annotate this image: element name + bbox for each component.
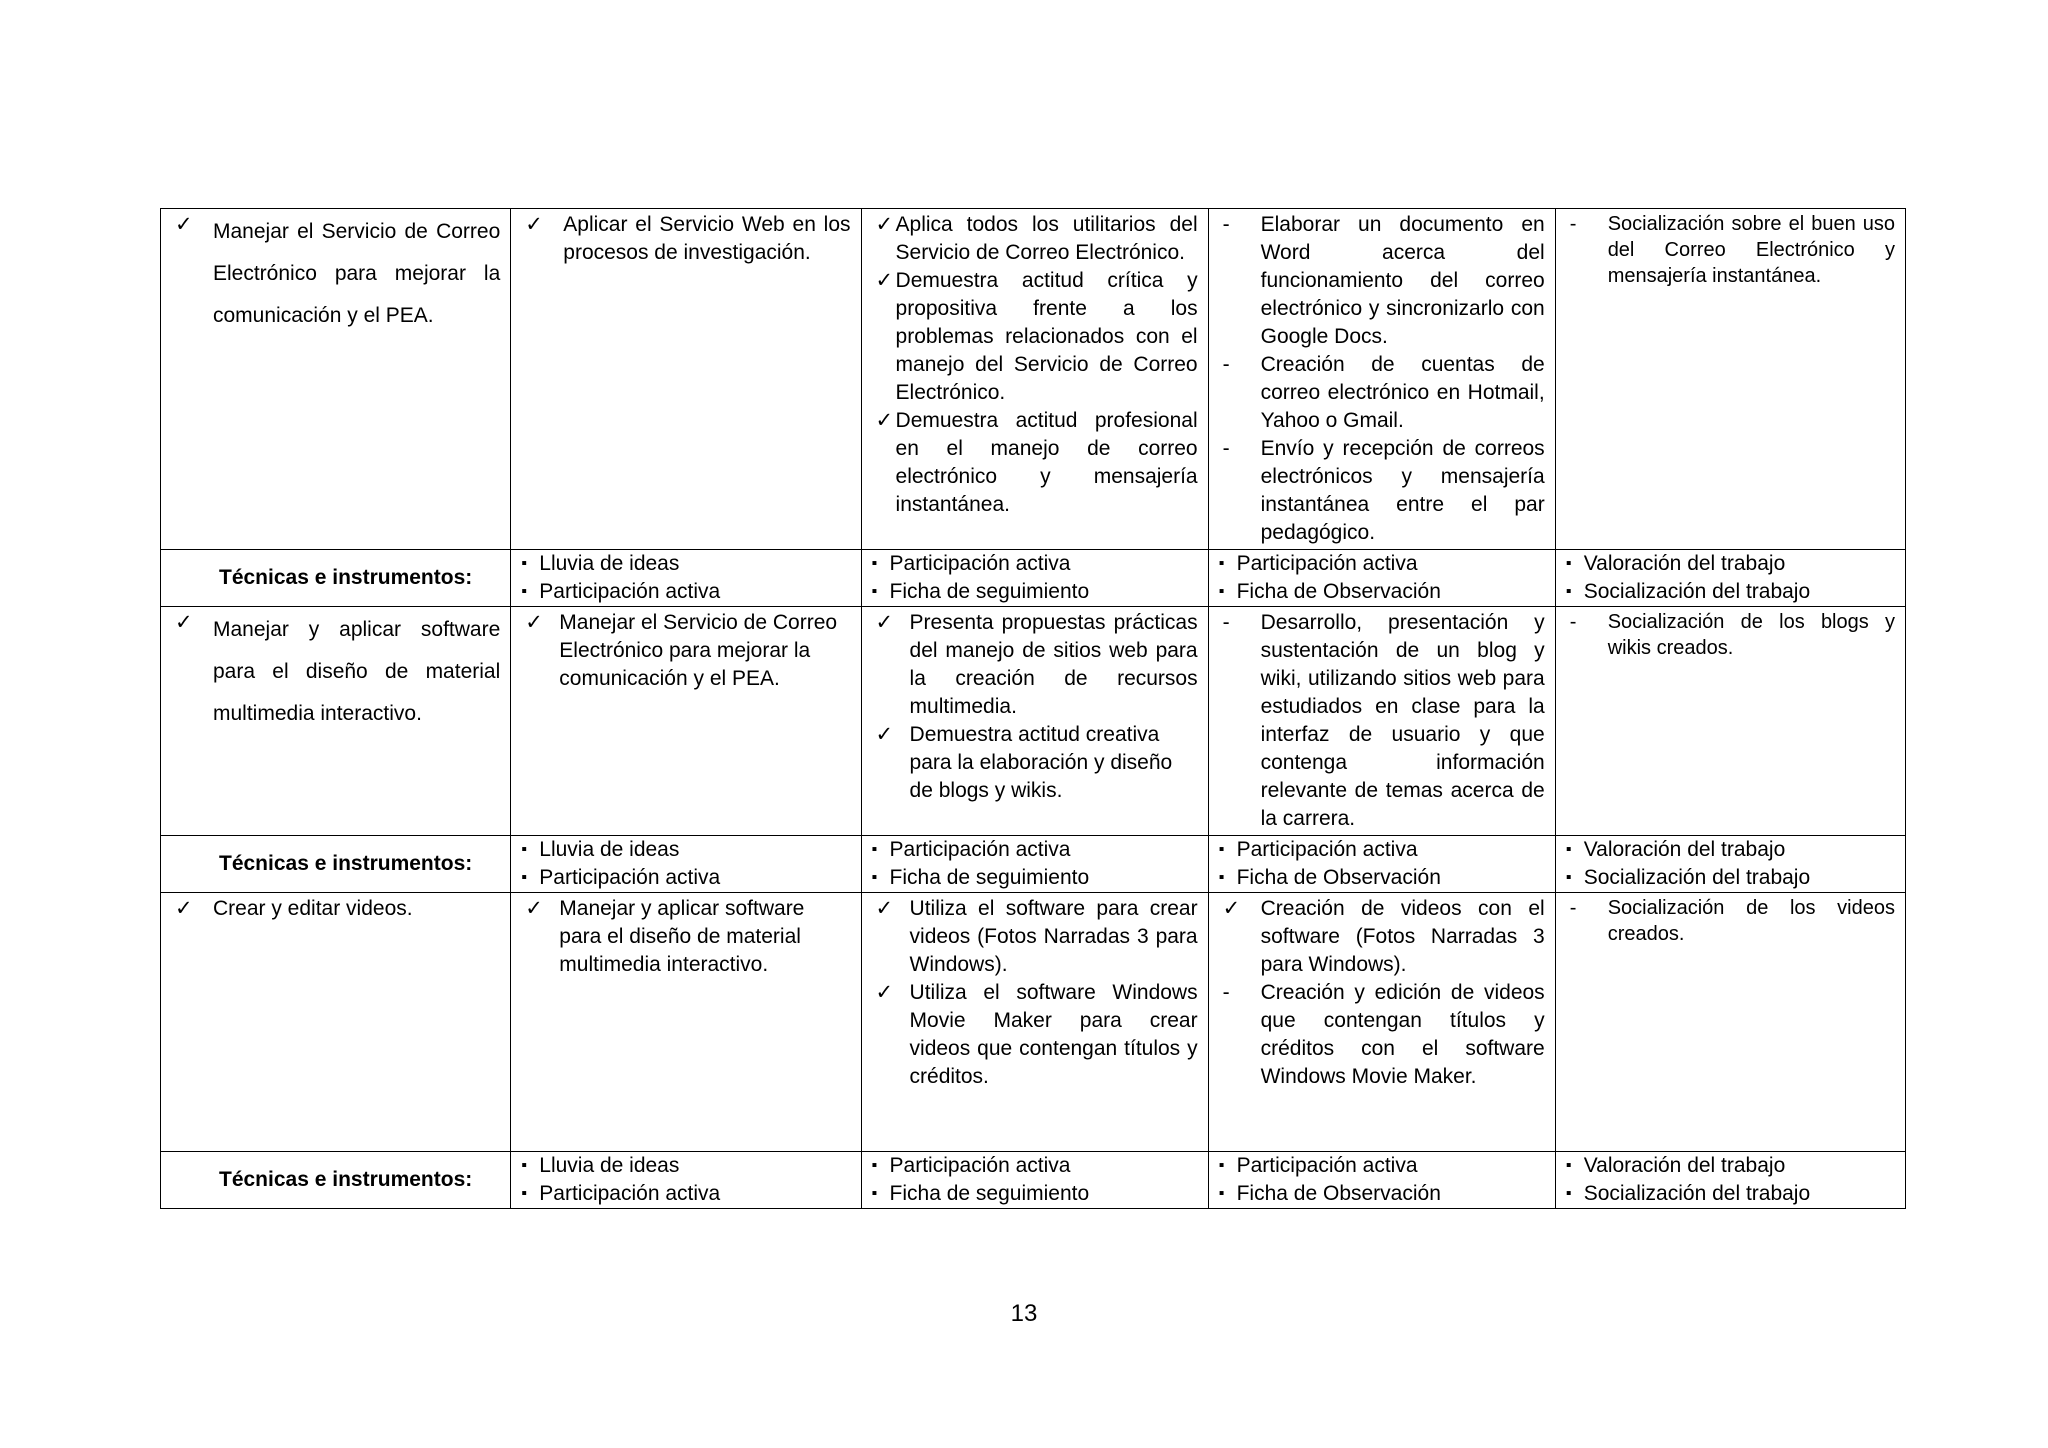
dash-icon: - bbox=[1222, 437, 1230, 460]
dash-icon: - bbox=[1569, 213, 1577, 235]
list-item: ▪ Ficha de Observación bbox=[1217, 1180, 1545, 1208]
square-bullet-icon: ▪ bbox=[871, 1157, 878, 1174]
list-item: ▪ Participación activa bbox=[1217, 836, 1545, 864]
prerequisite-cell bbox=[511, 893, 861, 1152]
square-bullet-icon: ▪ bbox=[1565, 583, 1572, 600]
list-item: - Creación de cuentas de correo electrónico en Hotmail, Yahoo o Gmail. bbox=[1222, 353, 1545, 432]
dash-icon: - bbox=[1569, 611, 1577, 633]
list-item: ✓ Presenta propuestas prácticas del manejo de sitios web para la creación de recursos multimedia. bbox=[875, 611, 1198, 718]
list-item: ✓ Aplicar el Servicio Web en los procesos de investigación. bbox=[525, 213, 851, 264]
check-icon: ✓ bbox=[525, 897, 543, 920]
square-bullet-icon: ▪ bbox=[1218, 841, 1225, 858]
list-item: ▪ Socialización del trabajo bbox=[1564, 864, 1895, 892]
list-item bbox=[169, 895, 500, 923]
list-item: - Creación y edición de videos que contengan títulos y créditos con el software Windows Movie Maker. bbox=[1222, 981, 1545, 1088]
square-bullet-icon: ▪ bbox=[521, 1185, 527, 1202]
list-item: - Desarrollo, presentación y sustentación de un blog y wiki, utilizando sitios web para estudiados en clase para la interfaz de usuario y que contenga información relevante de temas acerca de la carrera. bbox=[1222, 611, 1545, 830]
list-item: ▪ Participación activa bbox=[519, 578, 850, 606]
criteria-cell bbox=[861, 607, 1208, 836]
objective-text: Manejar y aplicar software para el diseño de material multimedia interactivo. bbox=[213, 618, 501, 725]
square-bullet-icon: ▪ bbox=[1218, 1157, 1225, 1174]
evaluation-cell bbox=[1555, 209, 1905, 550]
dash-icon: - bbox=[1569, 897, 1577, 919]
square-bullet-icon: ▪ bbox=[1218, 555, 1225, 572]
evaluation-cell bbox=[1555, 893, 1905, 1152]
check-icon: ✓ bbox=[875, 981, 894, 1004]
check-icon: ✓ bbox=[175, 897, 193, 920]
techniques-cell bbox=[1208, 1152, 1555, 1209]
techniques-label: Técnicas e instrumentos: bbox=[161, 1152, 511, 1209]
list-item: ✓ Aplica todos los utilitarios del Servicio de Correo Electrónico. bbox=[875, 213, 1198, 264]
prerequisite-cell bbox=[511, 607, 861, 836]
check-icon: ✓ bbox=[875, 213, 894, 236]
square-bullet-icon: ▪ bbox=[521, 1157, 527, 1174]
square-bullet-icon: ▪ bbox=[1565, 1185, 1572, 1202]
evaluation-cell bbox=[1555, 607, 1905, 836]
table-row bbox=[161, 893, 1906, 1152]
list-item: ▪ Participación activa bbox=[870, 550, 1198, 578]
objective-cell bbox=[161, 607, 511, 836]
techniques-cell bbox=[1208, 836, 1555, 893]
page-number: 13 bbox=[1010, 1300, 1038, 1327]
dash-icon: - bbox=[1222, 353, 1230, 376]
list-item: ▪ Ficha de seguimiento bbox=[870, 1180, 1198, 1208]
list-item: ▪ Ficha de Observación bbox=[1217, 864, 1545, 892]
dash-icon: - bbox=[1222, 213, 1230, 236]
list-item: ▪ Participación activa bbox=[1217, 550, 1545, 578]
list-item: ▪ Ficha de seguimiento bbox=[870, 864, 1198, 892]
square-bullet-icon: ▪ bbox=[1565, 1157, 1572, 1174]
list-item: ▪ Ficha de seguimiento bbox=[870, 578, 1198, 606]
list-item: - Socialización de los blogs y wikis creados. bbox=[1569, 611, 1895, 659]
techniques-cell bbox=[511, 550, 861, 607]
check-icon: ✓ bbox=[525, 611, 543, 634]
objective-cell bbox=[161, 893, 511, 1152]
list-item: ✓ Manejar y aplicar software para el diseño de material multimedia interactivo. bbox=[525, 897, 805, 976]
list-item: ▪ Valoración del trabajo bbox=[1564, 550, 1895, 578]
check-icon: ✓ bbox=[875, 269, 894, 292]
list-item: ▪ Participación activa bbox=[1217, 1152, 1545, 1180]
techniques-cell bbox=[511, 1152, 861, 1209]
techniques-cell bbox=[1208, 550, 1555, 607]
check-icon: ✓ bbox=[875, 723, 894, 746]
check-icon: ✓ bbox=[1222, 897, 1241, 920]
square-bullet-icon: ▪ bbox=[871, 583, 878, 600]
list-item: ▪ Participación activa bbox=[519, 1180, 850, 1208]
square-bullet-icon: ▪ bbox=[871, 1185, 878, 1202]
techniques-row bbox=[161, 836, 1906, 893]
square-bullet-icon: ▪ bbox=[871, 841, 878, 858]
objective-cell bbox=[161, 209, 511, 550]
square-bullet-icon: ▪ bbox=[871, 555, 878, 572]
criteria-cell bbox=[861, 893, 1208, 1152]
list-item: ✓ Manejar el Servicio de Correo Electrónico para mejorar la comunicación y el PEA. bbox=[525, 611, 838, 690]
check-icon: ✓ bbox=[875, 897, 894, 920]
techniques-label: Técnicas e instrumentos: bbox=[161, 550, 511, 607]
square-bullet-icon: ▪ bbox=[1218, 869, 1225, 886]
square-bullet-icon: ▪ bbox=[521, 555, 527, 572]
list-item: ▪ Socialización del trabajo bbox=[1564, 1180, 1895, 1208]
activities-cell bbox=[1208, 209, 1555, 550]
check-icon: ✓ bbox=[875, 611, 894, 634]
list-item: ▪ Valoración del trabajo bbox=[1564, 1152, 1895, 1180]
activities-cell bbox=[1208, 607, 1555, 836]
dash-icon: - bbox=[1222, 981, 1230, 1004]
techniques-cell bbox=[511, 836, 861, 893]
list-item: ✓ Utiliza el software Windows Movie Maker para crear videos que contengan títulos y créditos. bbox=[875, 981, 1198, 1088]
square-bullet-icon: ▪ bbox=[871, 869, 878, 886]
list-item: ✓ Utiliza el software para crear videos (Fotos Narradas 3 para Windows). bbox=[875, 897, 1198, 976]
list-item bbox=[169, 609, 500, 735]
dash-icon: - bbox=[1222, 611, 1230, 634]
prerequisite-cell bbox=[511, 209, 861, 550]
table-row bbox=[161, 209, 1906, 550]
list-item: - Elaborar un documento en Word acerca del funcionamiento del correo electrónico y sincronizarlo con Google Docs. bbox=[1222, 213, 1545, 348]
techniques-cell bbox=[1555, 1152, 1905, 1209]
list-item: ▪ Socialización del trabajo bbox=[1564, 578, 1895, 606]
list-item: ▪ Participación activa bbox=[519, 864, 850, 892]
list-item: ▪ Lluvia de ideas bbox=[519, 1152, 850, 1180]
techniques-cell bbox=[1555, 836, 1905, 893]
check-icon: ✓ bbox=[875, 409, 894, 432]
techniques-row bbox=[161, 550, 1906, 607]
square-bullet-icon: ▪ bbox=[1218, 1185, 1225, 1202]
check-icon: ✓ bbox=[175, 213, 193, 236]
list-item: ✓ Demuestra actitud creativa para la elaboración y diseño de blogs y wikis. bbox=[875, 723, 1173, 802]
objective-text: Crear y editar videos. bbox=[213, 897, 413, 920]
list-item: ▪ Valoración del trabajo bbox=[1564, 836, 1895, 864]
techniques-cell bbox=[1555, 550, 1905, 607]
planning-table bbox=[160, 208, 1906, 1209]
check-icon: ✓ bbox=[525, 213, 543, 236]
list-item: ✓ Demuestra actitud profesional en el manejo de correo electrónico y mensajería instantánea. bbox=[875, 409, 1198, 516]
square-bullet-icon: ▪ bbox=[1565, 841, 1572, 858]
list-item: ✓ Creación de videos con el software (Fotos Narradas 3 para Windows). bbox=[1222, 897, 1545, 976]
list-item: ▪ Participación activa bbox=[870, 1152, 1198, 1180]
techniques-cell bbox=[861, 836, 1208, 893]
list-item: - Socialización de los videos creados. bbox=[1569, 897, 1895, 945]
square-bullet-icon: ▪ bbox=[521, 869, 527, 886]
list-item: - Envío y recepción de correos electrónicos y mensajería instantánea entre el par pedagógico. bbox=[1222, 437, 1545, 544]
list-item bbox=[169, 211, 500, 337]
techniques-label: Técnicas e instrumentos: bbox=[161, 836, 511, 893]
techniques-cell bbox=[861, 1152, 1208, 1209]
activities-cell bbox=[1208, 893, 1555, 1152]
square-bullet-icon: ▪ bbox=[521, 841, 527, 858]
square-bullet-icon: ▪ bbox=[1565, 869, 1572, 886]
square-bullet-icon: ▪ bbox=[1565, 555, 1572, 572]
square-bullet-icon: ▪ bbox=[1218, 583, 1225, 600]
criteria-cell bbox=[861, 209, 1208, 550]
square-bullet-icon: ▪ bbox=[521, 583, 527, 600]
techniques-cell bbox=[861, 550, 1208, 607]
list-item: ▪ Lluvia de ideas bbox=[519, 550, 850, 578]
objective-text: Manejar el Servicio de Correo Electrónico para mejorar la comunicación y el PEA. bbox=[213, 220, 501, 327]
list-item: - Socialización sobre el buen uso del Correo Electrónico y mensajería instantánea. bbox=[1569, 213, 1895, 287]
list-item: ✓ Demuestra actitud crítica y propositiva frente a los problemas relacionados con el manejo del Servicio de Correo Electrónico. bbox=[875, 269, 1198, 404]
list-item: ▪ Lluvia de ideas bbox=[519, 836, 850, 864]
list-item: ▪ Ficha de Observación bbox=[1217, 578, 1545, 606]
check-icon: ✓ bbox=[175, 611, 193, 634]
techniques-row bbox=[161, 1152, 1906, 1209]
table-row bbox=[161, 607, 1906, 836]
list-item: ▪ Participación activa bbox=[870, 836, 1198, 864]
